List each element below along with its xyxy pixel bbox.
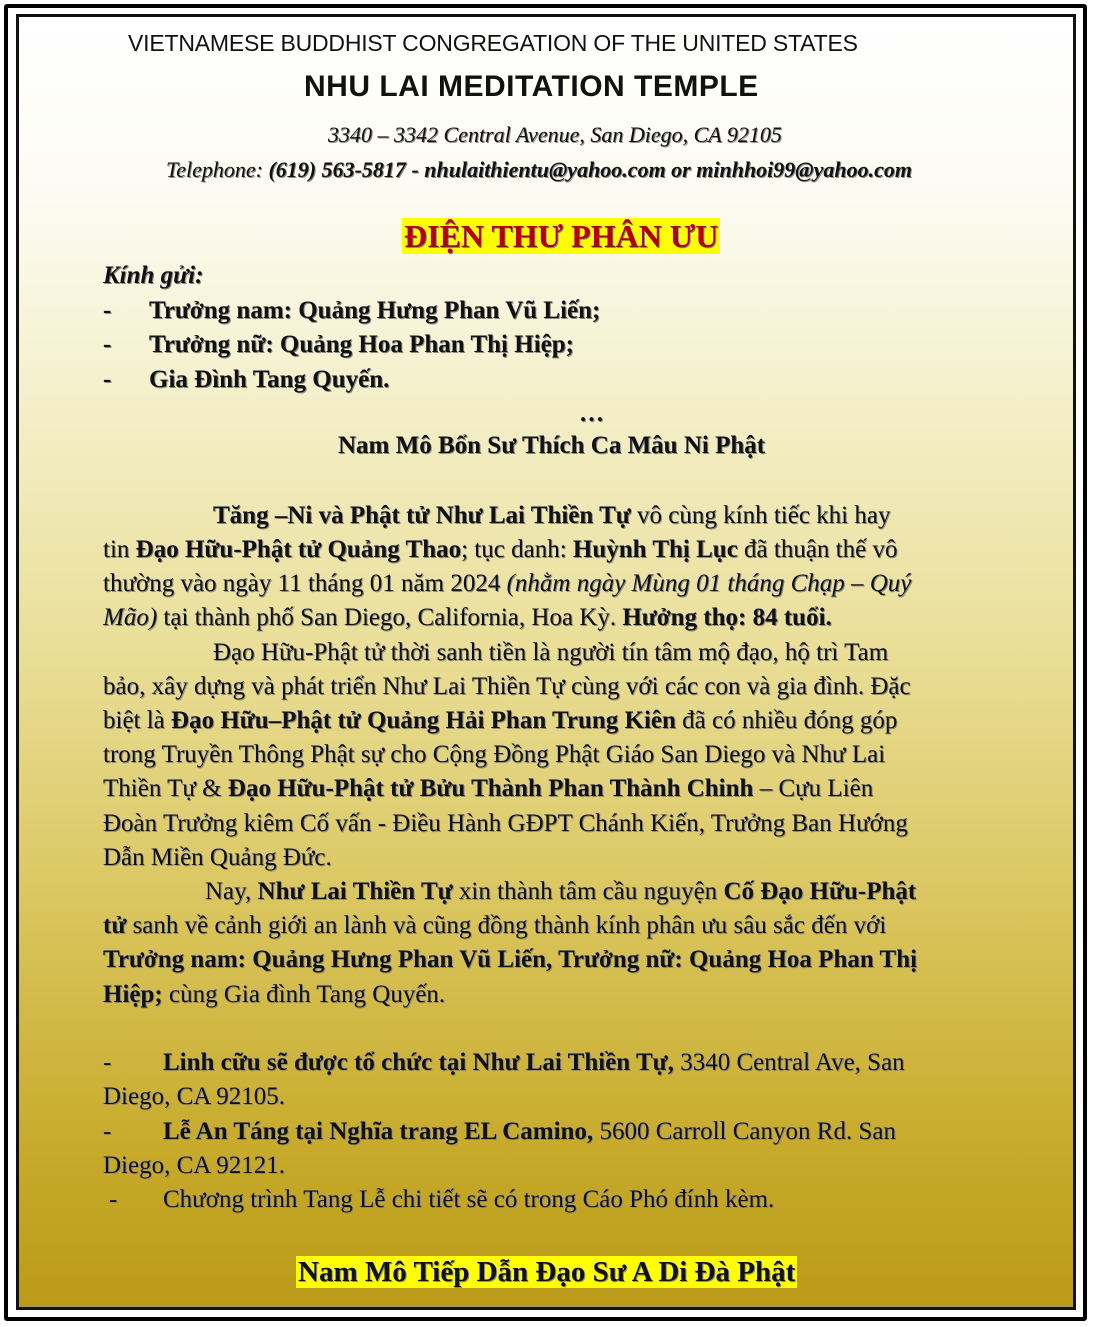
- closing-text: Nam Mô Tiếp Dẫn Đạo Sư A Di Đà Phật: [298, 1256, 796, 1288]
- temple-address: 3340 – 3342 Central Avenue, San Diego, CA 92105: [328, 122, 782, 147]
- notice-item: [103, 1118, 896, 1146]
- body-text: đã có nhiều đóng góp: [675, 707, 898, 734]
- paragraph-line: [103, 502, 890, 530]
- notice-item: [103, 1049, 905, 1077]
- paragraph-line: [103, 536, 897, 564]
- emphasis-text: Như Lai Thiền Tự: [257, 878, 453, 905]
- emphasis-text: Hưởng thọ: 84 tuổi.: [622, 604, 832, 631]
- body-text: cùng Gia đình Tang Quyến.: [162, 981, 446, 1008]
- body-text: 5600 Carroll Canyon Rd. San: [593, 1118, 896, 1145]
- recipient-item: [103, 366, 389, 394]
- paragraph-line: Trưởng nam: Quảng Hưng Phan Vũ Liến, Trưởng nữ: Quảng Hoa Phan Thị: [103, 946, 918, 973]
- emphasis-text: Linh cữu sẽ được tổ chức tại Như Lai Thiền Tự,: [163, 1049, 674, 1076]
- invocation: Nam Mô Bổn Sư Thích Ca Mâu Ni Phật: [338, 432, 766, 459]
- recipient-item: [103, 331, 574, 359]
- bullet-dash: -: [109, 1186, 118, 1213]
- emphasis-text: Đạo Hữu-Phật tử Quảng Thao: [135, 536, 462, 563]
- paragraph-line: Dẫn Miền Quảng Đức.: [103, 844, 332, 871]
- bullet-dash: -: [103, 331, 112, 358]
- emphasis-text: Cố Đạo Hữu-Phật: [723, 878, 917, 905]
- emphasis-text: Hiệp;: [103, 981, 163, 1008]
- paragraph-line: [103, 570, 911, 598]
- congregation-name: VIETNAMESE BUDDHIST CONGREGATION OF THE UNITED STATES: [128, 30, 858, 56]
- temple-name: NHU LAI MEDITATION TEMPLE: [304, 70, 759, 103]
- recipient-label: Gia Đình Tang Quyến.: [149, 366, 390, 393]
- body-text: 3340 Central Ave, San: [673, 1049, 905, 1076]
- ellipsis-divider: …: [579, 400, 604, 427]
- emphasis-text: Lễ An Táng tại Nghĩa trang EL Camino,: [163, 1118, 594, 1145]
- emphasis-text: Huỳnh Thị Lục: [572, 536, 738, 563]
- paragraph-line: [103, 912, 886, 940]
- bullet-dash: -: [103, 297, 112, 324]
- body-text: sanh về cảnh giới an lành và cũng đồng thành kính phân ưu sâu sắc đến với: [126, 912, 887, 939]
- paragraph-line: bảo, xây dựng và phát triển Như Lai Thiền Tự cùng với các con và gia đình. Đặc: [103, 673, 911, 700]
- paragraph-line: trong Truyền Thông Phật sự cho Cộng Đồng Phật Giáo San Diego và Như Lai: [103, 741, 886, 768]
- body-text: tin: [103, 536, 136, 563]
- body-text: vô cùng kính tiếc khi hay: [630, 502, 891, 529]
- emphasis-text: Đạo Hữu-Phật tử Bửu Thành Phan Thành Chinh: [227, 775, 754, 802]
- italic-text: (nhằm ngày Mùng 01 tháng Chạp – Quý: [506, 570, 912, 597]
- body-text: đã thuận thế vô: [737, 536, 898, 563]
- paragraph-line: [103, 878, 916, 906]
- paragraph-line: [103, 707, 897, 735]
- notice-item-continued: Diego, CA 92105.: [103, 1083, 285, 1110]
- body-text: biệt là: [103, 707, 172, 734]
- paragraph-line: [103, 604, 832, 632]
- emphasis-text: Đạo Hữu–Phật tử Quảng Hải Phan Trung Kiên: [171, 707, 676, 734]
- body-text: Đạo Hữu-Phật tử thời sanh tiền là người tín tâm mộ đạo, hộ trì Tam: [213, 639, 889, 666]
- letter-title-text: ĐIỆN THƯ PHÂN ƯU: [404, 218, 719, 254]
- bullet-dash: -: [103, 366, 112, 393]
- paragraph-line: [103, 639, 888, 667]
- notice-item: [109, 1186, 774, 1214]
- body-text: Thiền Tự &: [103, 775, 228, 802]
- bullet-dash: -: [103, 1049, 112, 1076]
- contact-line: [166, 157, 912, 183]
- paragraph-line: [103, 775, 873, 803]
- recipient-label: Trưởng nữ: Quảng Hoa Phan Thị Hiệp;: [149, 331, 574, 358]
- closing-invocation: [296, 1256, 797, 1289]
- emphasis-text: Tăng –Ni và Phật tử Như Lai Thiền Tự: [213, 502, 631, 529]
- notice-item-continued: Diego, CA 92121.: [103, 1152, 285, 1179]
- body-text: thường vào ngày 11 tháng 01 năm 2024: [103, 570, 507, 597]
- recipient-item: [103, 297, 600, 325]
- bullet-dash: -: [103, 1118, 112, 1145]
- recipient-label: Trưởng nam: Quảng Hưng Phan Vũ Liến;: [149, 297, 601, 324]
- paragraph-line: Đoàn Trưởng kiêm Cố vấn - Điều Hành GĐPT Chánh Kiến, Trưởng Ban Hướng: [103, 810, 908, 837]
- body-text: xin thành tâm cầu nguyện: [452, 878, 724, 905]
- italic-text: Mão): [103, 604, 158, 631]
- email-addresses: - nhulaithientu@yahoo.com or minhhoi99@yahoo.com: [411, 157, 912, 182]
- telephone-label: Telephone:: [166, 157, 263, 182]
- body-text: – Cựu Liên: [753, 775, 874, 802]
- emphasis-text: tử: [103, 912, 127, 939]
- phone-number: (619) 563-5817: [268, 157, 406, 182]
- body-text: ; tục danh:: [461, 536, 573, 563]
- salutation: Kính gửi:: [103, 262, 204, 289]
- letter-title: [402, 218, 720, 255]
- body-text: Chương trình Tang Lễ chi tiết sẽ có trong Cáo Phó đính kèm.: [163, 1186, 775, 1213]
- body-text: tại thành phố San Diego, California, Hoa Kỳ.: [157, 604, 623, 631]
- body-text: Nay,: [205, 878, 258, 905]
- paragraph-line: [103, 981, 445, 1009]
